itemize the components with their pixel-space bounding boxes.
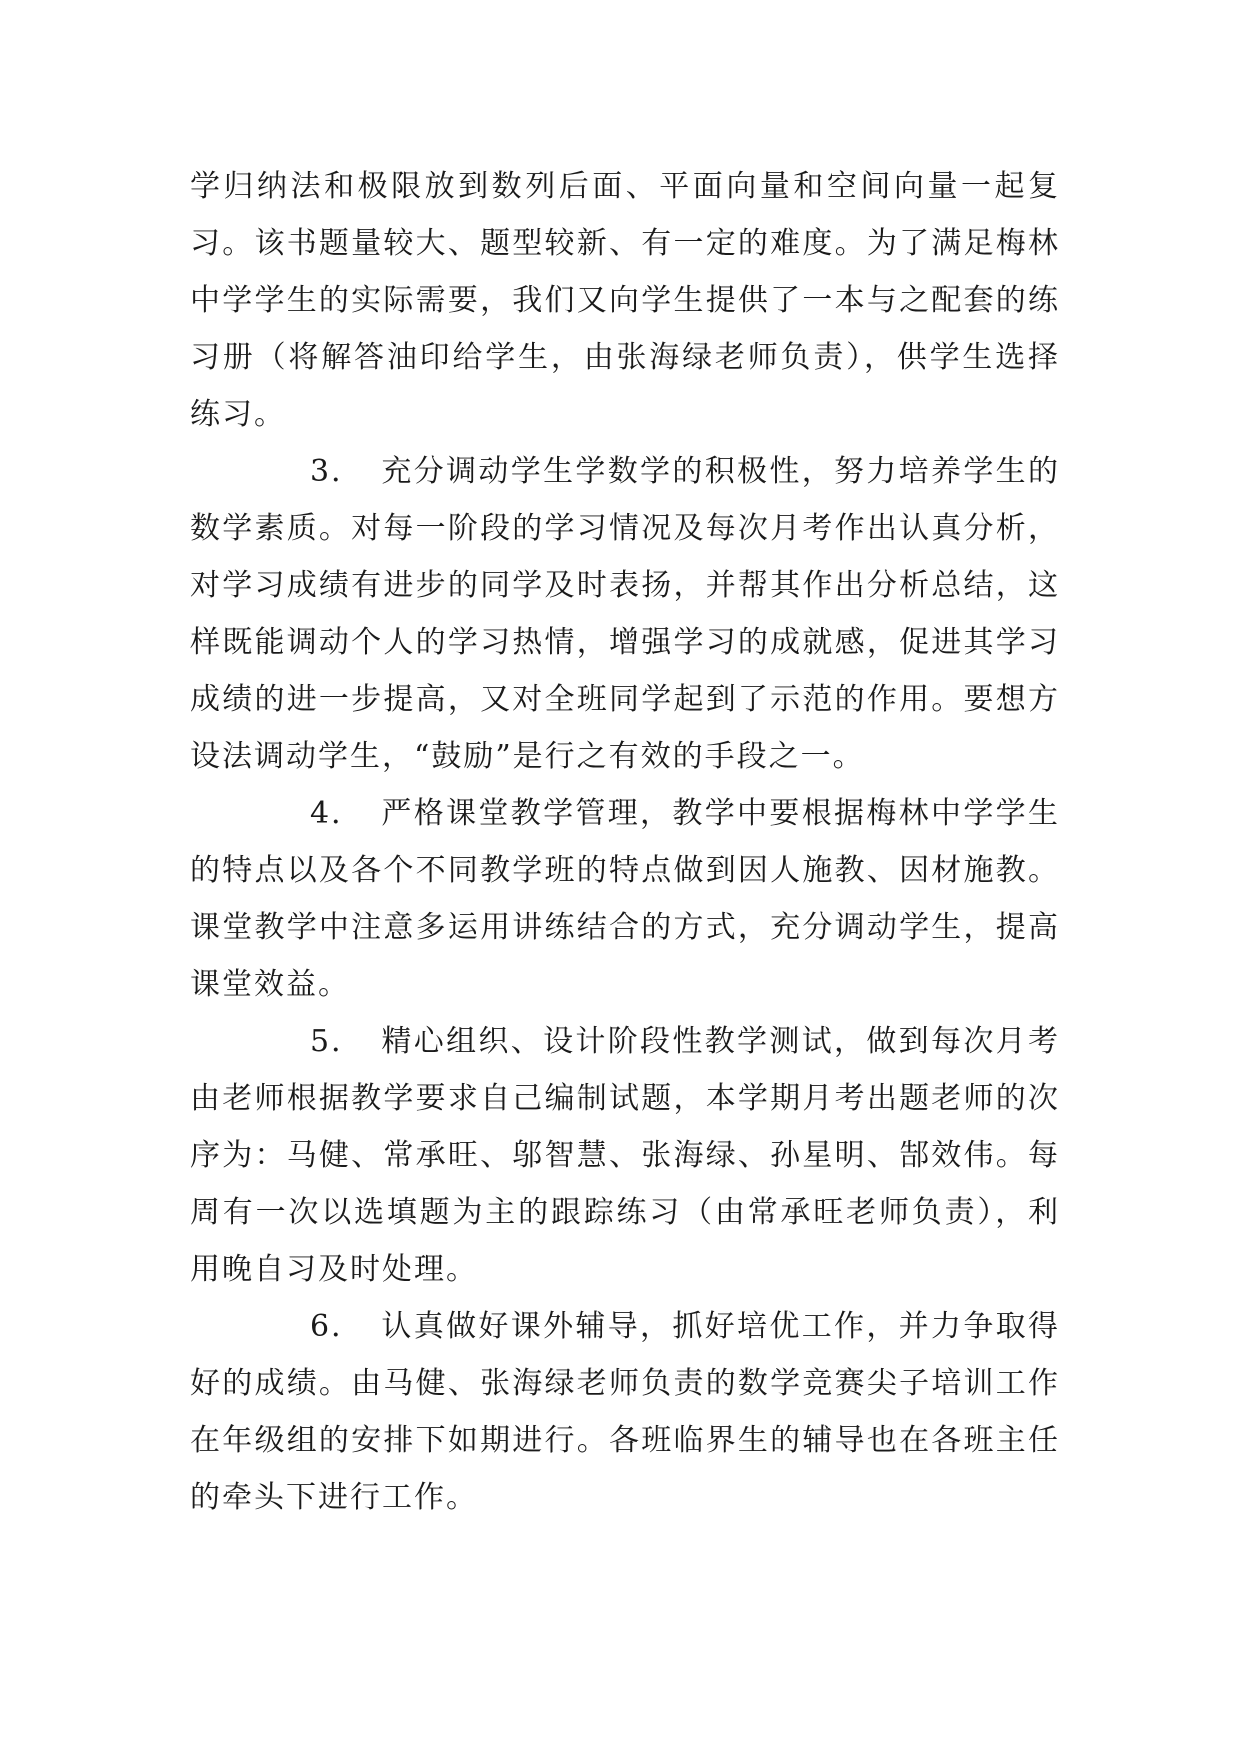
paragraph-item-3 [190, 443, 1060, 785]
paragraph-text: 精心组织、设计阶段性教学测试，做到每次月考由老师根据教学要求自己编制试题，本学期月考出题老师的次序为：马健、常承旺、邬智慧、张海绿、孙星明、郜效伟。每周有一次以选填题为主的跟踪练习（由常承旺老师负责），利用晚自习及时处理。 [190, 1024, 1060, 1287]
paragraph-item-6 [190, 1298, 1060, 1526]
document-body [190, 158, 1060, 1526]
paragraph-text: 学归纳法和极限放到数列后面、平面向量和空间向量一起复习。该书题量较大、题型较新、有一定的难度。为了满足梅林中学学生的实际需要，我们又向学生提供了一本与之配套的练习册（将解答油印给学生，由张海绿老师负责），供学生选择练习。 [190, 169, 1060, 432]
paragraph-text: 严格课堂教学管理，教学中要根据梅林中学学生的特点以及各个不同教学班的特点做到因人施教、因材施教。课堂教学中注意多运用讲练结合的方式，充分调动学生，提高课堂效益。 [190, 796, 1060, 1002]
paragraph-number: 3． [310, 454, 364, 489]
paragraph-text: 认真做好课外辅导，抓好培优工作，并力争取得好的成绩。由马健、张海绿老师负责的数学竞赛尖子培训工作在年级组的安排下如期进行。各班临界生的辅导也在各班主任的牵头下进行工作。 [190, 1309, 1060, 1515]
paragraph-continued [190, 158, 1060, 443]
paragraph-number: 6． [310, 1309, 364, 1344]
paragraph-number: 5． [310, 1024, 364, 1059]
paragraph-text: 充分调动学生学数学的积极性，努力培养学生的数学素质。对每一阶段的学习情况及每次月考作出认真分析，对学习成绩有进步的同学及时表扬，并帮其作出分析总结，这样既能调动个人的学习热情，增强学习的成就感，促进其学习成绩的进一步提高，又对全班同学起到了示范的作用。要想方设法调动学生，“鼓励”是行之有效的手段之一。 [190, 454, 1060, 774]
paragraph-item-5 [190, 1013, 1060, 1298]
paragraph-item-4 [190, 785, 1060, 1013]
paragraph-number: 4． [310, 796, 364, 831]
